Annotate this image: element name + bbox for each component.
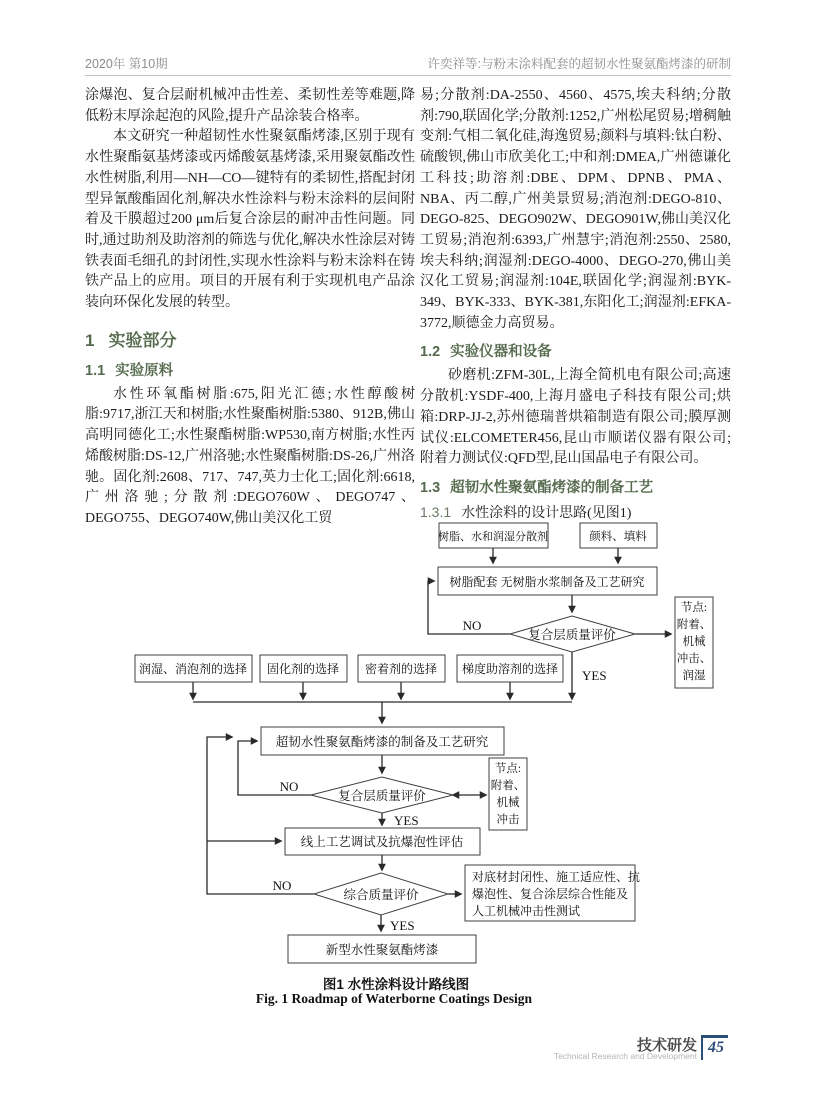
svg-text:超韧水性聚氨酯烤漆的制备及工艺研究: 超韧水性聚氨酯烤漆的制备及工艺研究 xyxy=(275,735,489,749)
section-heading-1-2 xyxy=(420,340,731,361)
svg-text:爆泡性、复合涂层综合性能及: 爆泡性、复合涂层综合性能及 xyxy=(472,887,629,901)
node-prep xyxy=(261,727,504,755)
svg-text:颜料、填料: 颜料、填料 xyxy=(589,531,647,543)
node-final-tests xyxy=(465,865,640,921)
svg-text:树脂配套 无树脂水浆制备及工艺研究: 树脂配套 无树脂水浆制备及工艺研究 xyxy=(449,575,645,589)
page-header xyxy=(85,54,731,72)
section-number: 1.3.1 xyxy=(420,503,452,520)
section-title: 水性涂料的设计思路(见图1) xyxy=(461,505,632,521)
node-sel-adhesion xyxy=(358,655,445,682)
svg-text:节点:: 节点: xyxy=(494,763,522,775)
section-title: 实验原料 xyxy=(115,362,174,379)
svg-text:梯度助溶剂的选择: 梯度助溶剂的选择 xyxy=(461,662,559,676)
label-no-3: NO xyxy=(272,878,292,893)
svg-text:机械: 机械 xyxy=(682,636,706,648)
paragraph: 易;分散剂:DA-2550、4560、4575,埃夫科纳;分散剂:790,联固化学;分散剂:1252,广州松尾贸易;增稠触变剂:气相二氧化硅,海逸贸易;颜料与填料:钛白粉、硫酸钡,佛山市欣美化工;中和剂:DMEA,广州德谦化工科技;助溶剂:DBE、DPM、DPNB、PMA、NBA、丙二醇,广州美景贸易;消泡剂:DEGO-810、DEGO-825、DEGO902W、DEGO901W,佛山美汉化工贸易;消泡剂:6393,广州慧宇;消泡剂:2550、2580,埃夫科纳;润湿剂:DEGO-4000、DEGO-270,佛山美汉化工贸易;润湿剂:104E,联固化学;润湿剂:BYK-349、BYK-333、BYK-381,东阳化工;润湿剂:EFKA-3772,顺德金力高贸易。 xyxy=(420,88,731,331)
node-online-tuning xyxy=(285,828,480,855)
section-number: 1.2 xyxy=(420,344,441,361)
paragraph: 涂爆泡、复合层耐机械冲击性差、柔韧性差等难题,降低粉末厚涂起泡的风险,提升产品涂装合格率。 xyxy=(85,88,415,124)
header-rule xyxy=(85,75,731,76)
svg-text:密着剂的选择: 密着剂的选择 xyxy=(364,662,438,676)
svg-text:冲击: 冲击 xyxy=(496,814,520,826)
node-final-product xyxy=(288,935,476,963)
figure-caption-zh: 图1 水性涂料设计路线图 xyxy=(322,977,470,992)
node-checkpoint1 xyxy=(675,597,713,688)
label-yes-3: YES xyxy=(390,918,415,933)
node-pigments xyxy=(580,523,657,548)
svg-text:附着、: 附着、 xyxy=(676,619,712,631)
right-column xyxy=(420,86,731,526)
decision-eval3 xyxy=(314,873,448,915)
section-title: 实验仪器和设备 xyxy=(450,344,552,361)
svg-text:冲击、: 冲击、 xyxy=(676,653,712,665)
section-heading-1 xyxy=(85,326,415,351)
header-issue: 2020年 第10期 xyxy=(85,57,168,71)
svg-text:节点:: 节点: xyxy=(680,602,708,614)
figure-1-flowchart xyxy=(0,515,816,975)
svg-text:复合层质量评价: 复合层质量评价 xyxy=(528,628,616,642)
section-number: 1.1 xyxy=(85,362,106,379)
left-column xyxy=(85,86,415,530)
figure-caption-en: Fig. 1 Roadmap of Waterborne Coatings Design xyxy=(255,991,533,1006)
paragraph: 砂磨机:ZFM-30L,上海全简机电有限公司;高速分散机:YSDF-400,上海月盛电子科技有限公司;烘箱:DRP-JJ-2,苏州德瑞普烘箱制造有限公司;膜厚测试仪:ELCOMETER456,昆山市顺诺仪器有限公司;附着力测试仪:QFD型,昆山国晶电子有限公司。 xyxy=(420,368,731,467)
edge-eval3-no-loop xyxy=(207,737,314,894)
svg-text:固化剂的选择: 固化剂的选择 xyxy=(266,662,340,676)
svg-text:附着、: 附着、 xyxy=(490,780,526,792)
node-sel-wetting xyxy=(135,655,252,682)
label-no-2: NO xyxy=(279,779,299,794)
svg-text:人工机械冲击性测试: 人工机械冲击性测试 xyxy=(472,904,581,918)
label-yes-1: YES xyxy=(582,668,607,683)
svg-text:新型水性聚氨酯烤漆: 新型水性聚氨酯烤漆 xyxy=(325,943,439,957)
node-sel-curing xyxy=(260,655,347,682)
node-sel-cosolvent xyxy=(457,655,563,682)
svg-text:对底材封闭性、施工适应性、抗: 对底材封闭性、施工适应性、抗 xyxy=(472,870,641,884)
label-no-1: NO xyxy=(462,618,482,633)
page-number: 45 xyxy=(708,1039,724,1056)
section-title: 实验部分 xyxy=(108,330,177,350)
section-number: 1.3 xyxy=(420,479,441,496)
decision-eval1 xyxy=(510,616,635,652)
label-yes-2: YES xyxy=(394,813,419,828)
section-heading-1-3 xyxy=(420,476,731,497)
svg-text:润湿: 润湿 xyxy=(682,670,706,682)
paragraph: 水性环氧酯树脂:675,阳光汇德;水性醇酸树脂:9717,浙江天和树脂;水性聚酯树脂:5380、912B,佛山高明同德化工;水性聚酯树脂:WP530,南方树脂;水性丙烯酸树脂:DS-12,广州洛驰;水性聚酯树脂:DS-26,广州洛驰。固化剂:2608、717、747,英力士化工;固化剂:6618,广州洛驰;分散剂:DEGO760W、DEGO747、DEGO755、DEGO740W,佛山美汉化工贸 xyxy=(85,386,415,526)
node-checkpoint2 xyxy=(489,758,527,830)
page-number-badge xyxy=(701,1035,728,1060)
header-running-title: 许奕祥等:与粉末涂料配套的超韧水性聚氨酯烤漆的研制 xyxy=(427,57,731,71)
svg-text:树脂、水和润湿分散剂: 树脂、水和润湿分散剂 xyxy=(438,531,548,543)
node-materials xyxy=(438,523,548,548)
footer-section-en: Technical Research and Development xyxy=(553,1051,697,1061)
node-resin-matching xyxy=(438,567,657,595)
decision-eval2 xyxy=(311,777,453,813)
svg-text:机械: 机械 xyxy=(496,797,520,809)
svg-text:综合质量评价: 综合质量评价 xyxy=(343,888,419,902)
svg-text:润湿、消泡剂的选择: 润湿、消泡剂的选择 xyxy=(138,662,248,676)
section-number: 1 xyxy=(85,330,95,350)
section-title: 超韧水性聚氨酯烤漆的制备工艺 xyxy=(450,479,654,496)
footer-section-zh: 技术研发 xyxy=(636,1037,697,1054)
svg-text:复合层质量评价: 复合层质量评价 xyxy=(338,789,426,803)
svg-text:线上工艺调试及抗爆泡性评估: 线上工艺调试及抗爆泡性评估 xyxy=(300,835,464,849)
flowchart-svg xyxy=(0,515,816,975)
paragraph: 本文研究一种超韧性水性聚氨酯烤漆,区别于现有水性聚酯氨基烤漆或丙烯酸氨基烤漆,采用聚氨酯改性水性树脂,利用—NH—CO—键特有的柔韧性,搭配封闭型异氰酸酯固化剂,解决水性涂料与粉末涂料的层间附着及干膜超过200 μm后复合涂层的耐冲击性问题。同时,通过助剂及助溶剂的筛选与优化,解决水性涂层对铸铁表面毛细孔的封闭性,实现水性涂料与粉末涂料在铸铁产品上的应用。项目的开展有利于实现机电产品涂装向环保化发展的转型。 xyxy=(85,129,415,311)
section-heading-1-1 xyxy=(85,359,415,380)
